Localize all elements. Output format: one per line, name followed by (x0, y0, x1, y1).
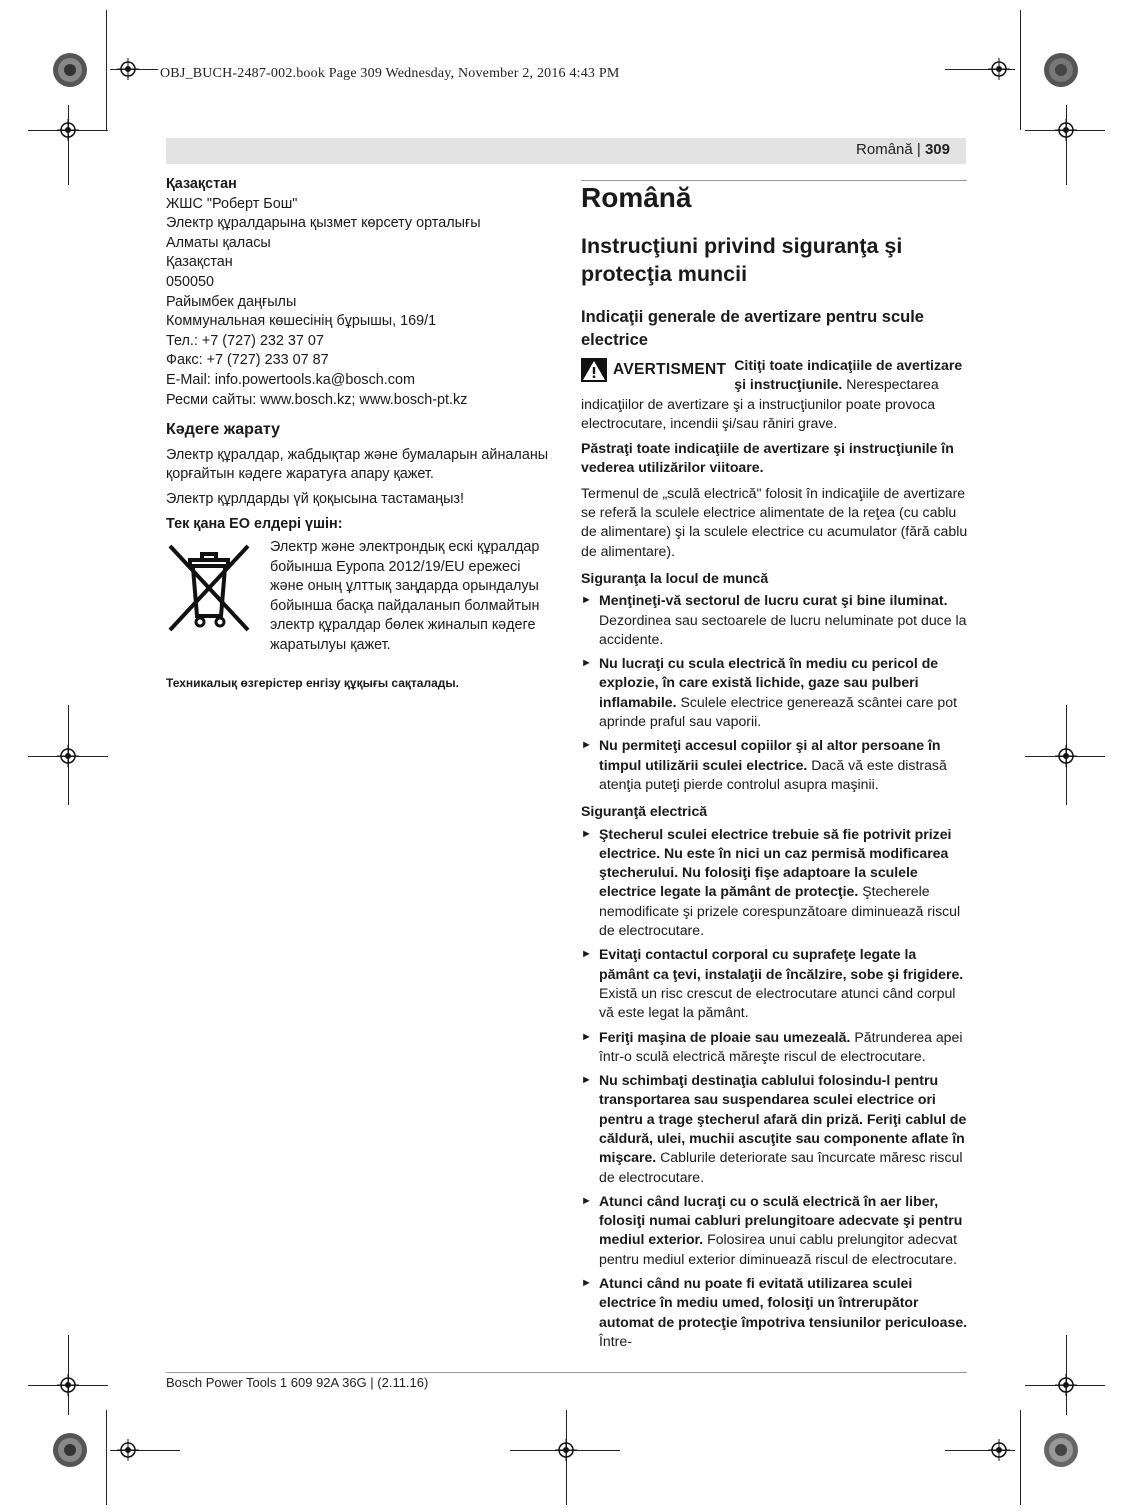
running-head-language: Română (856, 141, 913, 158)
list-item (581, 654, 969, 731)
list-item-text: Dacă vă este distrasă atenţia puteţi pierde controlul asupra maşinii. (599, 756, 947, 792)
section-title: Instrucţiuni privind siguranţa şi protecţia muncii (581, 234, 903, 286)
crossed-bin-icon (166, 542, 252, 638)
crosshair-icon (57, 745, 79, 767)
list-item (581, 1071, 969, 1187)
crosshair-icon (1055, 745, 1077, 767)
list-item (581, 1192, 969, 1269)
list-item-text: Cablurile deteriorate sau încurcate măresc riscul de electrocutare. (599, 1149, 963, 1185)
technical-changes-note: Техникалық өзгерістер енгізу құқығы сақталады. (166, 675, 459, 690)
list-item-text: Dezordinea sau sectoarele de lucru neluminate pot duce la accidente. (599, 611, 967, 647)
kz-heading: Қазақстан (166, 176, 237, 192)
list-item-text: Există un risc crescut de electrocutare atunci când corpul vă este legat la pământ. (599, 984, 956, 1021)
weee-text: Электр және электрондық ескі құралдар бойынша Еуропа 2012/19/EU ережесі және оның ұлттық заңдарда орындалуы бойынша басқа пайдаланып болмайтын электр құралдар бөлек жиналып кәдеге жаратылуы қажет. (270, 539, 540, 654)
crosshair-icon (988, 58, 1010, 80)
weee-block (166, 538, 551, 656)
warning-paragraph (581, 356, 969, 433)
list-item-bold: Menţineţi-vă sectorul de lucru curat şi bine iluminat. (599, 592, 948, 609)
address-line: E-Mail: info.powertools.ka@bosch.com (166, 371, 415, 388)
address-line: Тел.: +7 (727) 232 37 07 (166, 332, 324, 349)
list-item (581, 591, 969, 649)
crosshair-icon (57, 119, 79, 141)
list-item (581, 736, 969, 794)
list-item (581, 1274, 969, 1351)
list-item (581, 825, 969, 941)
disposal-paragraph: Электр құрлдарды үй қоқысына тастамаңыз! (166, 490, 465, 507)
service-address (166, 195, 551, 411)
subsection-title: Indicaţii generale de avertizare pentru scule electrice (581, 308, 924, 349)
page-title: Română (581, 182, 692, 213)
list-item-text: Ştecherele nemodificate şi prizele corespunzătoare diminuează riscul de electrocutare. (599, 883, 961, 939)
list-item-bold: Atunci când nu poate fi evitată utilizarea sculei electrice în mediu umed, folosiţi un întrerupător automat de protecţie împotriva tensiunilor periculoase. (599, 1275, 968, 1330)
list-item-text: Folosirea unui cablu prelungitor adecvat pentru mediul exterior diminuează riscul de electrocutare. (599, 1231, 958, 1267)
address-line: Ресми сайты: www.bosch.kz; www.bosch-pt.kz (166, 391, 468, 408)
crosshair-icon (988, 1439, 1010, 1461)
list-item-bold: Atunci când lucraţi cu o sculă electrică în aer liber, folosiţi numai cabluri prelungitoare adecvate şi pentru mediul exterior. (599, 1192, 963, 1248)
workplace-heading: Siguranţa la locul de muncă (581, 569, 769, 586)
warning-label: AVERTISMENT (613, 361, 727, 379)
crosshair-icon (57, 1374, 79, 1396)
warning-triangle-icon (581, 358, 607, 382)
right-column (581, 180, 969, 1356)
running-head (856, 141, 950, 158)
term-definition: Termenul de „sculă electrică" folosit în indicaţiile de avertizare se referă la sculele electrice alimentate de la reţea (cu cablu de alimentare) şi la sculele electrice cu acumulator (fără cablu de alimentare). (581, 484, 968, 559)
list-item-text: Pătrunderea apei într-o sculă electrică măreşte riscul de electrocutare. (599, 1028, 963, 1064)
color-rosette-icon (1043, 1432, 1079, 1468)
warning-bold: Citiţi toate indicaţiile de avertizare şi instrucţiunile. (734, 357, 963, 393)
crosshair-icon (117, 58, 139, 80)
list-item-bold: Nu permiteţi accesul copiilor şi al altor persoane în timpul utilizării sculei electrice. (599, 737, 941, 773)
running-head-separator: | (912, 141, 925, 158)
color-rosette-icon (1043, 52, 1079, 88)
electrical-heading: Siguranţă electrică (581, 803, 708, 820)
address-line: Факс: +7 (727) 233 07 87 (166, 352, 329, 369)
list-item-bold: Nu schimbaţi destinaţia cablului folosindu-l pentru transportarea sau suspendarea sculei electrice ori pentru a trage ştecherul afară din priză. Feriţi cablul de căldură, ulei, muchii ascuţite sau componente aflate în mişcare. (599, 1072, 967, 1166)
crosshair-icon (1055, 119, 1077, 141)
eu-heading: Тек қана ЕО елдері үшін: (166, 515, 343, 532)
list-item-bold: Ştecherul sculei electrice trebuie să fie potrivit prizei electrice. Nu este în nici un caz permisă modificarea ştecherului. Nu folosiţi fişe adaptoare la sculele electrice legate la pământ de protecţie. (599, 825, 952, 900)
list-item-text: Între- (599, 1332, 632, 1349)
list-item (581, 1028, 969, 1067)
color-rosette-icon (52, 1432, 88, 1468)
list-item-bold: Evitaţi contactul corporal cu suprafeţe legate la pământ ca ţevi, instalaţii de încălzire, sobe şi frigidere. (599, 946, 964, 982)
left-column (166, 175, 551, 693)
disposal-heading: Кәдеге жарату (166, 421, 280, 439)
header-band (166, 138, 966, 164)
color-rosette-icon (52, 52, 88, 88)
list-item-bold: Feriţi maşina de ploaie sau umezeală. (599, 1028, 851, 1045)
warning-badge (581, 358, 726, 382)
list-item (581, 945, 969, 1022)
address-line: Райымбек даңғылы (166, 293, 297, 310)
page-number: 309 (924, 141, 950, 158)
address-line: ЖШС "Роберт Бош" (166, 195, 298, 212)
address-line: 050050 (166, 273, 215, 290)
disposal-paragraph: Электр құралдар, жабдықтар және бумаларын айналаны қорғайтын кәдеге жаратуға апару қажет. (166, 446, 549, 483)
crosshair-icon (1055, 1374, 1077, 1396)
footer: Bosch Power Tools 1 609 92A 36G | (2.11.16) (166, 1375, 429, 1390)
footer-rule (166, 1372, 967, 1373)
keep-instructions: Păstraţi toate indicaţiile de avertizare şi instrucţiunile în vederea utilizărilor viitoare. (581, 440, 954, 476)
crosshair-icon (555, 1439, 577, 1461)
address-line: Алматы қаласы (166, 234, 271, 251)
list-item-bold: Nu lucraţi cu scula electrică în mediu cu pericol de explozie, în care există lichide, gaze sau pulberi inflamabile. (599, 655, 939, 710)
book-header: OBJ_BUCH-2487-002.book Page 309 Wednesday, November 2, 2016 4:43 PM (160, 66, 620, 81)
address-line: Коммунальная көшесінің бұрышы, 169/1 (166, 313, 437, 330)
address-line: Қазақстан (166, 254, 233, 271)
list-item-text: Sculele electrice generează scântei care pot aprinde praful sau vaporii. (599, 693, 958, 730)
address-line: Электр құралдарына қызмет көрсету орталығы (166, 215, 481, 232)
warning-text: Nerespectarea indicaţiilor de avertizare şi a instrucţiunilor poate provoca electrocutare, incendii şi/sau răniri grave. (581, 376, 939, 431)
crosshair-icon (117, 1439, 139, 1461)
